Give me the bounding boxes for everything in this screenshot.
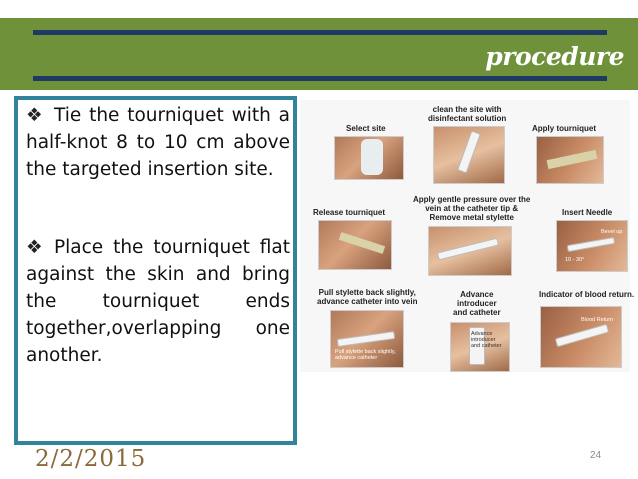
bullet-item-2 <box>26 234 290 369</box>
bevel-up-label: Bevel up <box>601 229 623 235</box>
photo-apply-pressure <box>428 226 512 276</box>
caption-blood-return: Indicator of blood return. <box>539 290 635 299</box>
photo-insert-needle <box>556 220 628 272</box>
caption-apply-pressure: Apply gentle pressure over the vein at the catheter tip & Remove metal stylette <box>413 195 531 222</box>
advance-inset-label: Advance introducer and catheter <box>471 331 502 349</box>
angle-label: 10 - 30° <box>565 257 585 263</box>
diamond-bullet-icon: ❖ <box>26 105 43 126</box>
photo-blood-return <box>540 306 622 368</box>
tourniquet-band-icon <box>547 150 598 169</box>
slide-title: procedure <box>485 42 624 71</box>
photo-clean-site <box>433 126 505 184</box>
photo-advance-introducer <box>450 322 510 372</box>
catheter-icon <box>555 324 609 348</box>
header-rule-top <box>33 30 607 35</box>
caption-clean-site: clean the site with disinfectant solution <box>428 105 507 123</box>
iv-procedure-figure <box>300 100 635 372</box>
photo-apply-tourniquet <box>536 136 604 184</box>
caption-apply-tourniquet: Apply tourniquet <box>532 124 596 133</box>
needle-icon <box>567 237 615 252</box>
photo-pull-stylette <box>330 310 404 368</box>
bullet-text-box <box>14 96 297 445</box>
caption-advance-introducer: Advance introducer and catheter <box>453 290 501 317</box>
caption-pull-stylette: Pull stylette back slightly, advance catheter into vein <box>317 288 418 306</box>
caption-insert-needle: Insert Needle <box>562 208 613 217</box>
slide-number: 24 <box>590 450 602 461</box>
header-rule-bottom <box>33 76 607 81</box>
caption-select-site: Select site <box>346 124 386 133</box>
caption-release-tourniquet: Release tourniquet <box>313 208 386 217</box>
swab-icon <box>457 131 481 174</box>
photo-select-site <box>334 136 404 180</box>
slide-date: 2/2/2015 <box>35 446 147 472</box>
bullet-item-1 <box>26 102 290 183</box>
photo-release-tourniquet <box>318 220 392 270</box>
bullet-text-2: Place the tourniquet flat against the skin and bring the tourniquet ends together,overlapping one another. <box>26 237 290 366</box>
catheter-icon <box>337 331 396 347</box>
pull-stylette-inset-label: Pull stylette back slightly, advance catheter <box>335 349 396 361</box>
stylette-icon <box>437 238 499 261</box>
blood-return-inset-label: Blood Return <box>581 317 614 323</box>
gloved-hand-icon <box>361 139 383 175</box>
diamond-bullet-icon: ❖ <box>26 237 43 258</box>
bullet-text-1: Tie the tourniquet with a half-knot 8 to 10 cm above the targeted insertion site. <box>26 105 290 180</box>
tourniquet-band-icon <box>339 232 385 254</box>
